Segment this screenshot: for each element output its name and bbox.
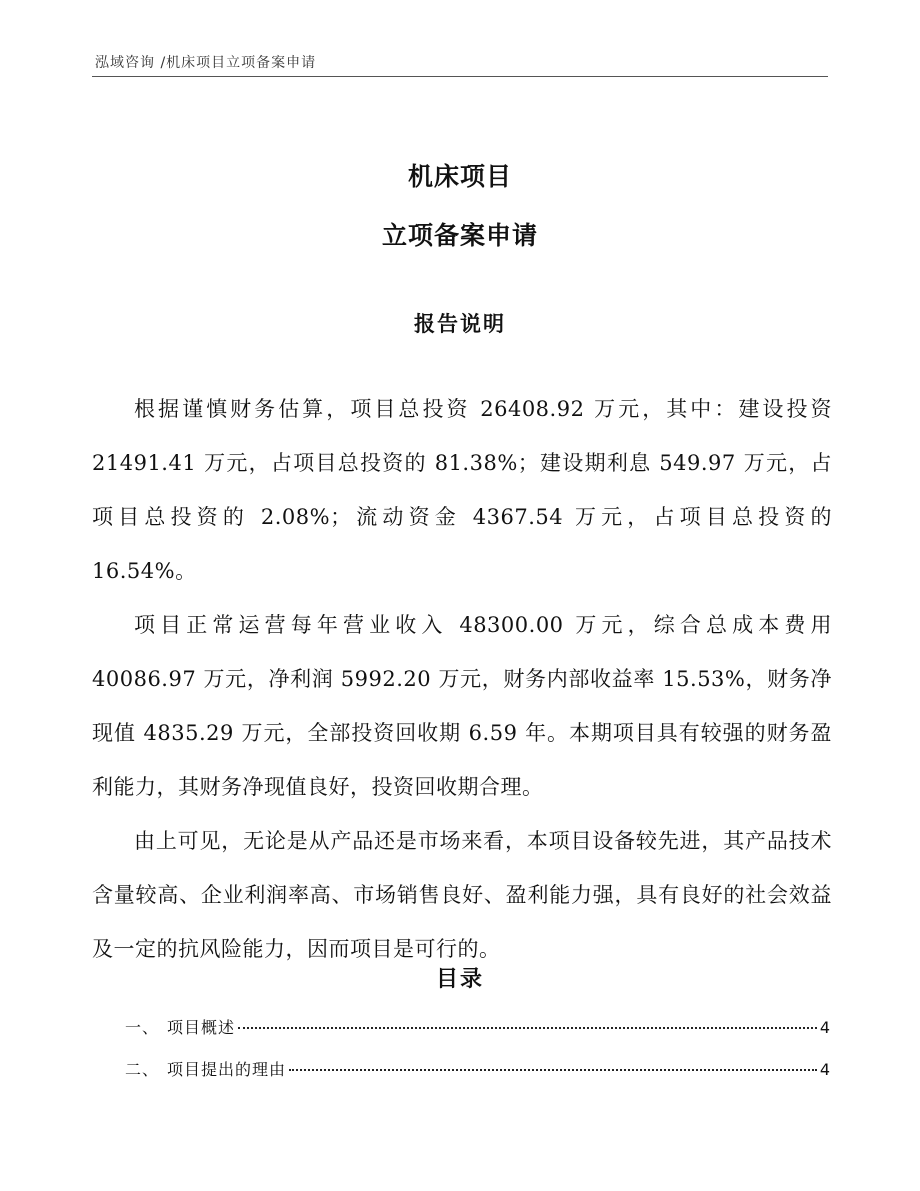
toc-item[interactable] — [125, 1015, 830, 1057]
toc-item-label: 项目提出的理由 — [167, 1060, 287, 1079]
toc-item-number: 二、 — [125, 1060, 160, 1079]
document-title-line1: 机床项目 — [407, 162, 512, 191]
toc-leader-dots — [289, 1069, 817, 1071]
page-header: 泓域咨询 /机床项目立项备案申请 — [95, 55, 317, 71]
toc-leader-dots — [238, 1027, 817, 1029]
table-of-contents — [125, 1015, 830, 1099]
toc-item-label: 项目概述 — [167, 1018, 236, 1037]
document-title-line2: 立项备案申请 — [381, 221, 538, 250]
toc-item-number: 一、 — [125, 1018, 160, 1037]
toc-title: 目录 — [435, 967, 484, 992]
report-body — [92, 382, 832, 976]
toc-item-page: 4 — [819, 1060, 830, 1079]
paragraph-investment: 根据谨慎财务估算，项目总投资 26408.92 万元，其中：建设投资 21491.41 万元，占项目总投资的 81.38%；建设期利息 549.97 万元，占项目总投资的 2.08%；流动资金 4367.54 万元，占项目总投资的 16.54%。 — [92, 397, 832, 583]
toc-item[interactable] — [125, 1057, 830, 1099]
section-title: 报告说明 — [414, 312, 506, 336]
toc-item-page: 4 — [819, 1018, 830, 1037]
paragraph-conclusion: 由上可见，无论是从产品还是市场来看，本项目设备较先进，其产品技术含量较高、企业利润率高、市场销售良好、盈利能力强，具有良好的社会效益及一定的抗风险能力，因而项目是可行的。 — [92, 829, 832, 961]
header-divider — [92, 76, 828, 77]
paragraph-revenue: 项目正常运营每年营业收入 48300.00 万元，综合总成本费用 40086.97 万元，净利润 5992.20 万元，财务内部收益率 15.53%，财务净现值 4835.29 万元，全部投资回收期 6.59 年。本期项目具有较强的财务盈利能力，其财务净现值良好，投资回收期合理。 — [92, 613, 832, 799]
